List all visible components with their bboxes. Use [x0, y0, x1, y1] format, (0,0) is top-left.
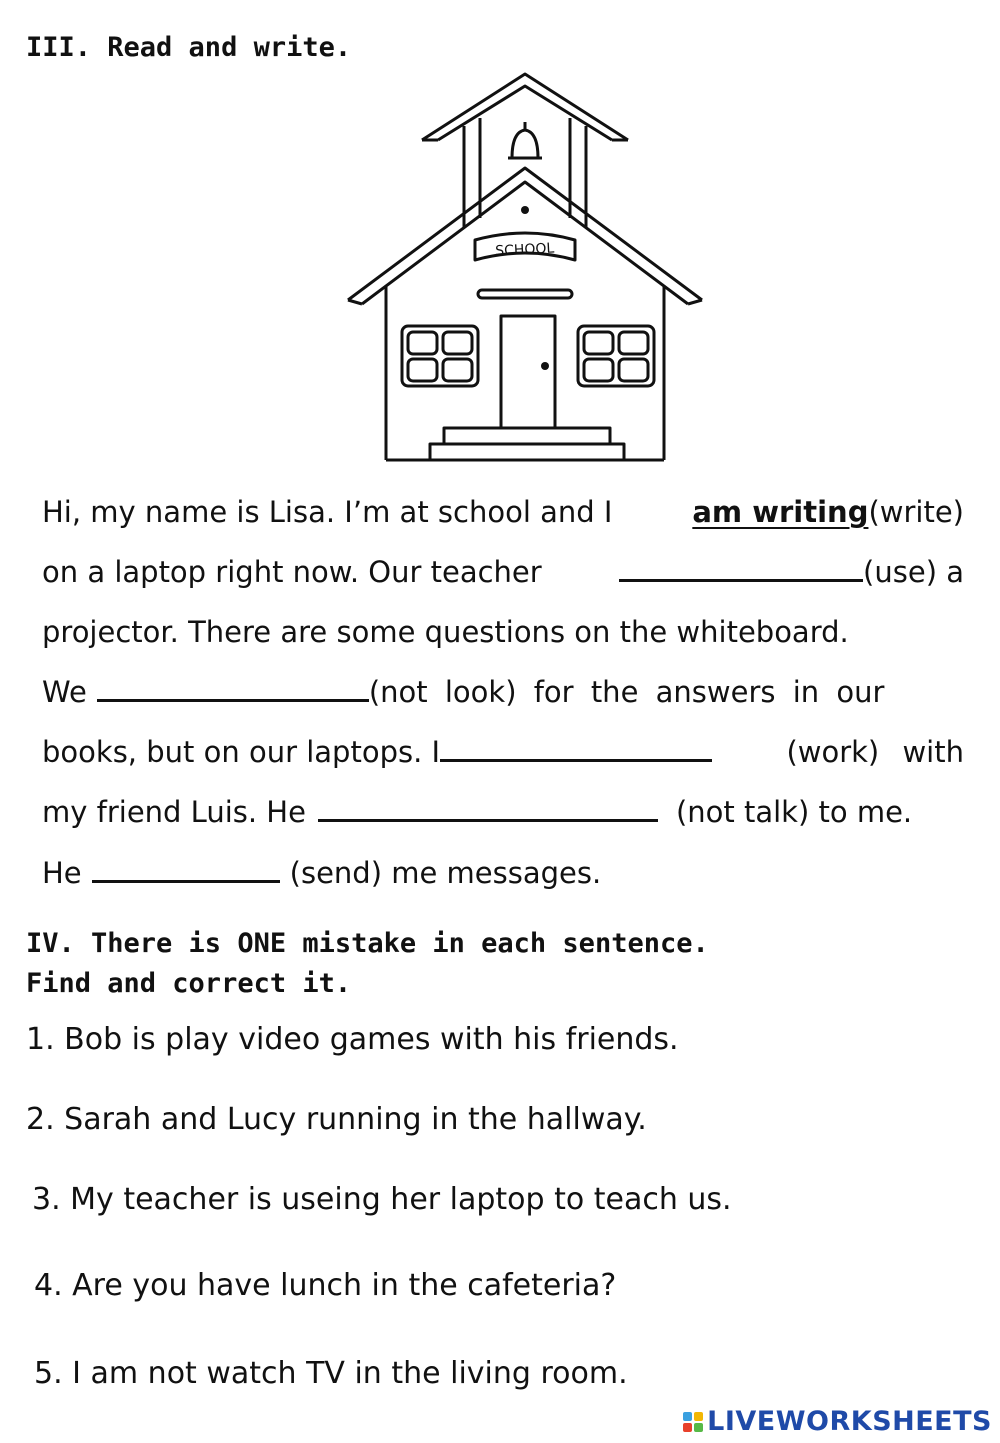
paragraph-text: (use) a — [863, 555, 964, 589]
paragraph-line-2 — [42, 552, 964, 592]
answer-blank[interactable] — [92, 854, 280, 883]
paragraph-text: on a laptop right now. Our teacher — [42, 555, 542, 589]
paragraph-text: Hi, my name is Lisa. I’m at school and I — [42, 495, 613, 529]
paragraph-text: my friend Luis. He — [42, 795, 306, 829]
section-4-heading: IV. There is ONE mistake in each sentence. — [26, 928, 709, 959]
paragraph-line-1 — [42, 492, 964, 532]
paragraph-text: We — [42, 675, 87, 709]
paragraph-line-6 — [42, 792, 964, 832]
section-4-subheading: Find and correct it. — [26, 968, 352, 999]
answer-blank[interactable] — [318, 793, 658, 822]
sentence-item-2: 2. Sarah and Lucy running in the hallway. — [26, 1102, 647, 1137]
school-sign-text: SCHOOL — [494, 240, 555, 260]
answer-example: am writing — [692, 495, 869, 529]
paragraph-text: projector. There are some questions on the whiteboard. — [42, 615, 849, 649]
sentence-item-5: 5. I am not watch TV in the living room. — [34, 1356, 628, 1391]
sentence-item-3: 3. My teacher is useing her laptop to teach us. — [32, 1182, 732, 1217]
answer-blank[interactable] — [440, 733, 712, 762]
logo-mark-icon — [683, 1412, 703, 1432]
school-house-illustration — [340, 68, 710, 464]
paragraph-text: (write) — [868, 495, 964, 529]
sentence-item-4: 4. Are you have lunch in the cafeteria? — [34, 1268, 617, 1303]
paragraph-text: (not look) for the answers in our — [368, 675, 885, 709]
answer-blank[interactable] — [619, 553, 863, 582]
paragraph-text: He — [42, 856, 82, 890]
paragraph-line-5 — [42, 732, 964, 772]
paragraph-text: (send) me messages. — [289, 856, 602, 890]
paragraph-text: (not talk) to me. — [675, 795, 913, 829]
sentence-item-1: 1. Bob is play video games with his friends. — [26, 1022, 679, 1057]
section-3-heading: III. Read and write. — [26, 32, 352, 63]
paragraph-line-4 — [42, 672, 964, 712]
paragraph-text: books, but on our laptops. I — [42, 735, 441, 769]
answer-blank[interactable] — [97, 673, 369, 702]
logo-text: LIVEWORKSHEETS — [707, 1406, 992, 1437]
paragraph-line-3 — [42, 612, 964, 652]
paragraph-text: (work) with — [786, 735, 964, 769]
liveworksheets-logo — [683, 1406, 992, 1437]
paragraph-line-7 — [42, 853, 964, 893]
